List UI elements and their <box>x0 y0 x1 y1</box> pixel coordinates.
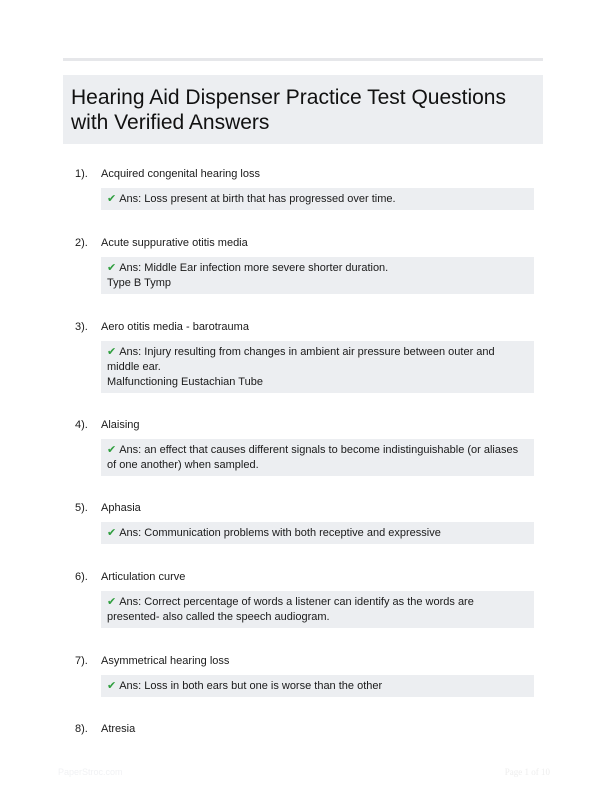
answer-box <box>101 675 534 697</box>
check-icon: ✔ <box>107 193 117 205</box>
check-icon: ✔ <box>107 262 117 274</box>
question-number: 2). <box>75 237 88 249</box>
question-text: Articulation curve <box>101 571 186 583</box>
answer-text: Ans: Injury resulting from changes in ambient air pressure between outer and middle ear. <box>107 346 495 373</box>
question-number: 8). <box>75 723 88 735</box>
question-number: 4). <box>75 419 88 431</box>
question-number: 7). <box>75 655 88 667</box>
answer-text: Ans: Middle Ear infection more severe shorter duration. <box>119 262 389 274</box>
question-number: 1). <box>75 168 88 180</box>
question-text: Asymmetrical hearing loss <box>101 655 230 667</box>
footer-watermark: PaperStroc.com <box>58 767 123 777</box>
answer-text: Ans: Communication problems with both receptive and expressive <box>119 527 441 539</box>
question-text: Aphasia <box>101 502 141 514</box>
answer-box <box>101 257 534 294</box>
question-text: Atresia <box>101 723 136 735</box>
answer-text: Ans: Loss present at birth that has progressed over time. <box>119 193 396 205</box>
answer-box <box>101 439 534 476</box>
answer-box <box>101 591 534 628</box>
check-icon: ✔ <box>107 596 117 608</box>
check-icon: ✔ <box>107 346 117 358</box>
answer-box <box>101 188 534 210</box>
top-divider <box>63 58 543 61</box>
answer-extra-line: Malfunctioning Eustachian Tube <box>107 376 263 388</box>
answer-text: Ans: Correct percentage of words a listener can identify as the words are presented- also called the speech audiogram. <box>107 596 474 623</box>
answer-text: Ans: Loss in both ears but one is worse than the other <box>119 680 383 692</box>
question-text: Alaising <box>101 419 140 431</box>
answer-text: Ans: an effect that causes different signals to become indistinguishable (or aliases of one another) when sampled. <box>107 444 519 471</box>
answer-extra-line: Type B Tymp <box>107 277 171 289</box>
answer-box <box>101 341 534 393</box>
page-title: Hearing Aid Dispenser Practice Test Questions with Verified Answers <box>71 86 506 134</box>
check-icon: ✔ <box>107 680 117 692</box>
check-icon: ✔ <box>107 444 117 456</box>
question-text: Acquired congenital hearing loss <box>101 168 260 180</box>
question-number: 6). <box>75 571 88 583</box>
answer-box <box>101 522 534 544</box>
question-number: 3). <box>75 321 88 333</box>
question-text: Aero otitis media - barotrauma <box>101 321 249 333</box>
question-number: 5). <box>75 502 88 514</box>
check-icon: ✔ <box>107 527 117 539</box>
title-banner <box>63 75 543 144</box>
question-text: Acute suppurative otitis media <box>101 237 248 249</box>
page-indicator: Page 1 of 10 <box>504 767 550 777</box>
